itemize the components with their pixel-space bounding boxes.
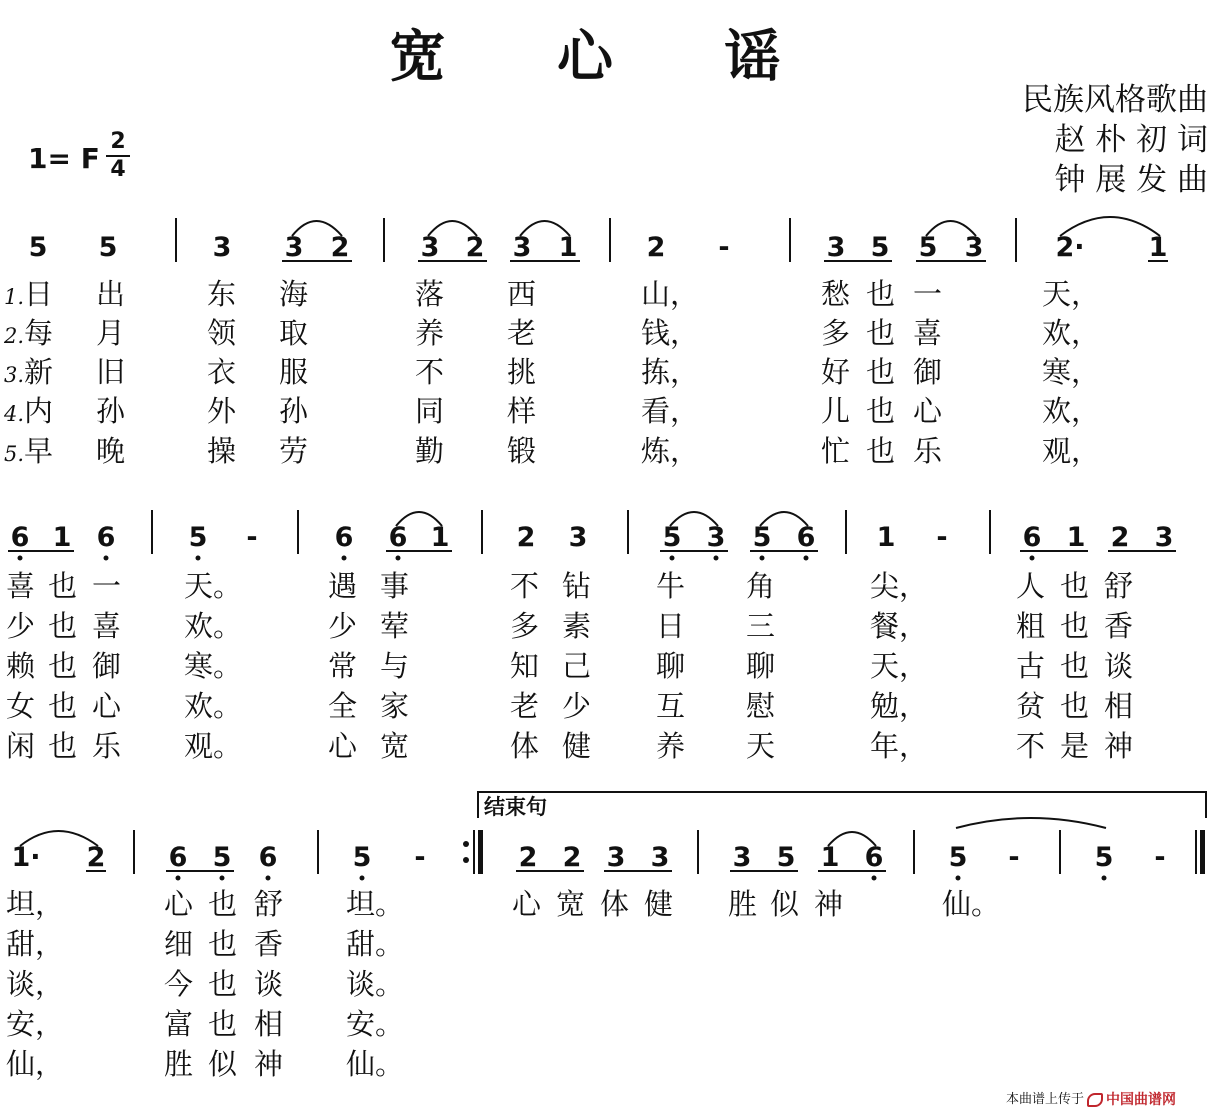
lyric: 似 <box>770 887 800 921</box>
note: 6 <box>864 842 884 873</box>
note: 6 <box>10 522 30 553</box>
verse-number: 4. <box>4 402 25 426</box>
lyric: 谈 <box>1104 649 1134 683</box>
lyric: 谈。 <box>346 967 405 1001</box>
note: 3 <box>732 842 752 873</box>
lyric: 一 <box>92 569 122 603</box>
note: 2· <box>1055 232 1085 263</box>
lyric: 胜 <box>164 1047 194 1081</box>
lyric: 家 <box>380 689 410 723</box>
lyric: 衣 <box>207 355 237 389</box>
note: 5 <box>98 232 118 263</box>
verse-1 <box>6 569 1133 603</box>
note: 3 <box>284 232 304 263</box>
lyric: 女 <box>6 689 36 723</box>
lyric: 香 <box>1104 609 1134 643</box>
note: 5 <box>188 522 208 553</box>
low-octave-dot <box>804 556 809 561</box>
lyric: 赖 <box>6 649 36 683</box>
lyric: 年， <box>870 729 929 763</box>
note: 3 <box>606 842 626 873</box>
lyric: 孙 <box>279 394 309 428</box>
note: 3 <box>212 232 232 263</box>
low-octave-dot <box>220 876 225 881</box>
note: 1 <box>1066 522 1086 553</box>
lyric: 喜 <box>913 316 943 350</box>
lyric: 操 <box>207 434 237 468</box>
low-octave-dot <box>1030 556 1035 561</box>
lyrics-system-2 <box>6 569 1133 763</box>
lyric: 不 <box>1016 729 1046 763</box>
low-octave-dot <box>176 876 181 881</box>
lyric: 一 <box>913 277 943 311</box>
low-octave-dot <box>956 876 961 881</box>
lyric: 早 <box>24 434 54 468</box>
lyric: 神 <box>814 887 844 921</box>
lyric: 忙 <box>821 434 851 468</box>
lyric: 也 <box>1060 569 1090 603</box>
low-octave-dot <box>872 876 877 881</box>
lyric: 愁 <box>821 277 851 311</box>
note: 3 <box>512 232 532 263</box>
lyric: 心 <box>328 729 358 763</box>
lyric: 也 <box>48 609 78 643</box>
lyric: 同 <box>415 394 445 428</box>
lyric: 天 <box>746 729 776 763</box>
note: 5 <box>352 842 372 873</box>
lyric: 心 <box>92 689 122 723</box>
verse-4 <box>6 1007 404 1041</box>
low-octave-dot <box>360 876 365 881</box>
verse-4 <box>3 394 1100 428</box>
lyric: 乐 <box>913 434 943 468</box>
lyric: 也 <box>208 927 238 961</box>
lyric: 也 <box>48 689 78 723</box>
note: 6 <box>258 842 278 873</box>
verse-5 <box>4 434 1100 468</box>
system-3 <box>11 792 1206 881</box>
low-octave-dot <box>670 556 675 561</box>
lyric: 旧 <box>96 355 126 389</box>
note: 6 <box>334 522 354 553</box>
lyric: 健 <box>644 887 674 921</box>
lyric: 角 <box>746 569 776 603</box>
lyric: 老 <box>510 689 540 723</box>
lyric: 全 <box>328 689 358 723</box>
lyric: 勤 <box>415 434 445 468</box>
lyric: 天， <box>1042 277 1101 311</box>
lyric: 欢， <box>1042 394 1101 428</box>
verse-5 <box>6 1047 404 1081</box>
lyric: 慰 <box>746 689 776 723</box>
lyric: 领 <box>207 316 237 350</box>
ending-bracket <box>478 792 1206 818</box>
lyric: 也 <box>866 394 896 428</box>
lyric: 劳 <box>279 434 309 468</box>
note: 6 <box>168 842 188 873</box>
note: 1 <box>1148 232 1168 263</box>
lyric: 体 <box>600 887 630 921</box>
note: 3 <box>650 842 670 873</box>
footer-text: 本曲谱上传于 <box>1005 1092 1084 1107</box>
lyric: 山， <box>641 277 700 311</box>
lyric: 钱， <box>641 316 700 350</box>
lyric: 服 <box>279 355 309 389</box>
lyric: 好 <box>821 355 851 389</box>
lyric: 也 <box>208 967 238 1001</box>
lyric: 日 <box>24 277 54 311</box>
verse-4 <box>6 689 1133 723</box>
lyric: 看， <box>641 394 700 428</box>
low-octave-dot <box>18 556 23 561</box>
low-octave-dot <box>266 876 271 881</box>
note: 5 <box>212 842 232 873</box>
dash: - <box>246 522 258 553</box>
lyric: 荤 <box>380 609 410 643</box>
lyric: 观， <box>1042 434 1101 468</box>
lyric: 相 <box>1104 689 1134 723</box>
lyric: 少 <box>328 609 358 643</box>
lyric: 也 <box>48 729 78 763</box>
lyric: 健 <box>562 729 592 763</box>
lyric: 东 <box>207 277 237 311</box>
verse-2 <box>6 609 1133 643</box>
lyric: 己 <box>562 649 592 683</box>
lyric: 老 <box>507 316 537 350</box>
low-octave-dot <box>714 556 719 561</box>
lyric: 也 <box>866 316 896 350</box>
lyric: 也 <box>1060 609 1090 643</box>
dash: - <box>1008 842 1020 873</box>
note: 5 <box>662 522 682 553</box>
lyric: 体 <box>510 729 540 763</box>
lyric: 人 <box>1016 569 1046 603</box>
lyric: 西 <box>507 277 537 311</box>
lyric: 多 <box>510 609 540 643</box>
time-signature-bottom: 4 <box>110 157 126 182</box>
lyric: 也 <box>208 887 238 921</box>
lyric: 养 <box>656 729 686 763</box>
lyric: 月 <box>96 316 126 350</box>
note: 2 <box>86 842 106 873</box>
lyric: 养 <box>415 316 445 350</box>
lyric: 相 <box>254 1007 284 1041</box>
lyric: 观。 <box>184 729 243 763</box>
lyric: 宽 <box>380 729 410 763</box>
lyric: 闲 <box>6 729 36 763</box>
lyric: 坦， <box>6 887 65 921</box>
verse-number: 3. <box>4 363 25 387</box>
note: 5 <box>776 842 796 873</box>
dash: - <box>1154 842 1166 873</box>
verse-1 <box>4 277 1100 311</box>
lyric: 也 <box>866 277 896 311</box>
lyric: 多 <box>821 316 851 350</box>
note: 3 <box>826 232 846 263</box>
lyric: 遇 <box>328 569 358 603</box>
note: 2 <box>516 522 536 553</box>
lyric: 甜， <box>6 927 65 961</box>
note: 6 <box>1022 522 1042 553</box>
note: 3 <box>1154 522 1174 553</box>
lyric: 欢。 <box>184 689 243 723</box>
low-octave-dot <box>1102 876 1107 881</box>
lyric: 晚 <box>96 434 126 468</box>
lyric: 今 <box>164 967 194 1001</box>
lyric: 仙。 <box>346 1047 405 1081</box>
lyric: 坦。 <box>346 887 405 921</box>
lyric: 知 <box>510 649 540 683</box>
lyric: 安。 <box>346 1007 405 1041</box>
note: 6 <box>388 522 408 553</box>
lyric: 日 <box>656 609 686 643</box>
lyric: 是 <box>1060 729 1090 763</box>
note: 3 <box>568 522 588 553</box>
lyric: 常 <box>328 649 358 683</box>
ending-label: 结束句 <box>484 795 547 819</box>
lyric: 宽 <box>556 887 586 921</box>
dash: - <box>936 522 948 553</box>
lyricist-credit: 赵 朴 初 词 <box>1054 122 1208 158</box>
note: 6 <box>796 522 816 553</box>
lyric: 海 <box>279 277 309 311</box>
key-signature: 1= F <box>28 142 100 175</box>
lyric: 舒 <box>254 887 284 921</box>
note: 2 <box>465 232 485 263</box>
lyric: 内 <box>24 394 54 428</box>
lyric: 取 <box>279 316 309 350</box>
lyric: 似 <box>208 1047 238 1081</box>
lyric: 天。 <box>184 569 243 603</box>
lyric: 舒 <box>1104 569 1134 603</box>
verse-3 <box>6 649 1133 683</box>
low-octave-dot <box>342 556 347 561</box>
verse-3 <box>4 355 1100 389</box>
verse-1 <box>6 887 1000 921</box>
lyric: 落 <box>415 277 445 311</box>
lyric: 粗 <box>1016 609 1046 643</box>
lyric: 也 <box>866 355 896 389</box>
lyric: 贫 <box>1016 689 1046 723</box>
lyric: 少 <box>6 609 36 643</box>
note: 1 <box>820 842 840 873</box>
lyric: 也 <box>48 649 78 683</box>
dash: - <box>718 232 730 263</box>
system-2 <box>8 510 1176 561</box>
lyric: 互 <box>656 689 686 723</box>
low-octave-dot <box>104 556 109 561</box>
lyrics-system-1 <box>3 277 1100 468</box>
note: 3 <box>964 232 984 263</box>
lyric: 谈， <box>6 967 65 1001</box>
lyric: 胜 <box>728 887 758 921</box>
lyric: 拣， <box>641 355 700 389</box>
note: 1 <box>558 232 578 263</box>
lyric: 乐 <box>92 729 122 763</box>
lyric: 也 <box>1060 689 1090 723</box>
lyric: 聊 <box>656 649 686 683</box>
final-barline <box>1196 830 1205 874</box>
lyric: 欢。 <box>184 609 243 643</box>
lyric: 心 <box>164 887 194 921</box>
note: 2 <box>1110 522 1130 553</box>
tie <box>956 818 1106 828</box>
lyric: 挑 <box>507 355 537 389</box>
note: 5 <box>918 232 938 263</box>
lyric: 神 <box>254 1047 284 1081</box>
lyric: 仙。 <box>942 887 1001 921</box>
lyric: 钻 <box>562 569 592 603</box>
note: 1 <box>876 522 896 553</box>
lyric: 事 <box>380 569 410 603</box>
composer-credit: 钟 展 发 曲 <box>1054 162 1208 198</box>
low-octave-dot <box>760 556 765 561</box>
lyric: 也 <box>866 434 896 468</box>
lyric: 也 <box>1060 649 1090 683</box>
lyric: 尖， <box>870 569 929 603</box>
verse-number: 5. <box>4 442 25 466</box>
note: 5 <box>752 522 772 553</box>
verse-2 <box>6 927 404 961</box>
note: 1 <box>430 522 450 553</box>
lyric: 寒， <box>1042 355 1101 389</box>
lyric: 富 <box>164 1007 194 1041</box>
lyric: 炼， <box>641 434 700 468</box>
note: 5 <box>28 232 48 263</box>
lyric: 喜 <box>6 569 36 603</box>
note: 2 <box>330 232 350 263</box>
lyric: 天， <box>870 649 929 683</box>
lyric: 心 <box>913 394 943 428</box>
low-octave-dot <box>396 556 401 561</box>
note: 6 <box>96 522 116 553</box>
lyric: 与 <box>380 649 410 683</box>
lyric: 也 <box>48 569 78 603</box>
lyric: 外 <box>207 394 237 428</box>
verse-number: 2. <box>4 324 25 348</box>
lyric: 喜 <box>92 609 122 643</box>
note: 5 <box>948 842 968 873</box>
note: 2 <box>646 232 666 263</box>
lyric: 欢， <box>1042 316 1101 350</box>
lyric: 心 <box>512 887 542 921</box>
lyric: 寒。 <box>184 649 243 683</box>
dash: - <box>414 842 426 873</box>
system-1 <box>29 217 1168 263</box>
lyric: 细 <box>164 927 194 961</box>
lyric: 少 <box>562 689 592 723</box>
song-title: 宽 心 谣 <box>389 24 827 90</box>
lyric: 御 <box>913 355 943 389</box>
lyric: 出 <box>96 277 126 311</box>
lyric: 聊 <box>746 649 776 683</box>
note: 2 <box>518 842 538 873</box>
lyric: 谈 <box>254 967 284 1001</box>
lyric: 样 <box>507 394 537 428</box>
note: 5 <box>1094 842 1114 873</box>
low-octave-dot <box>196 556 201 561</box>
lyric: 锻 <box>507 434 537 468</box>
lyric: 勉， <box>870 689 929 723</box>
note: 1 <box>52 522 72 553</box>
lyric: 孙 <box>96 394 126 428</box>
lyric: 古 <box>1016 649 1046 683</box>
lyric: 三 <box>746 609 776 643</box>
lyric: 安， <box>6 1007 65 1041</box>
repeat-end-barline <box>463 830 483 874</box>
note: 3 <box>420 232 440 263</box>
lyric: 御 <box>92 649 122 683</box>
lyrics-system-3 <box>6 887 1000 1081</box>
verse-3 <box>6 967 404 1001</box>
lyric: 也 <box>208 1007 238 1041</box>
note: 5 <box>870 232 890 263</box>
footer-site-link[interactable]: 中国曲谱网 <box>1106 1092 1176 1108</box>
time-signature-top: 2 <box>110 129 126 154</box>
site-logo-icon <box>1087 1093 1103 1107</box>
lyric: 新 <box>24 355 54 389</box>
lyric: 素 <box>562 609 592 643</box>
lyric: 神 <box>1104 729 1134 763</box>
lyric: 仙， <box>6 1047 65 1081</box>
footer <box>1006 1091 1176 1109</box>
genre-credit: 民族风格歌曲 <box>1022 82 1208 118</box>
note: 1· <box>11 842 41 873</box>
note: 3 <box>706 522 726 553</box>
note: 2 <box>562 842 582 873</box>
verse-number: 1. <box>4 285 25 309</box>
lyric: 不 <box>510 569 540 603</box>
lyric: 不 <box>415 355 445 389</box>
verse-5 <box>6 729 1133 763</box>
lyric: 餐， <box>870 609 929 643</box>
verse-2 <box>3 316 1100 350</box>
lyric: 香 <box>254 927 284 961</box>
lyric: 甜。 <box>346 927 405 961</box>
lyric: 牛 <box>656 569 686 603</box>
lyric: 儿 <box>821 394 851 428</box>
lyric: 每 <box>24 316 54 350</box>
